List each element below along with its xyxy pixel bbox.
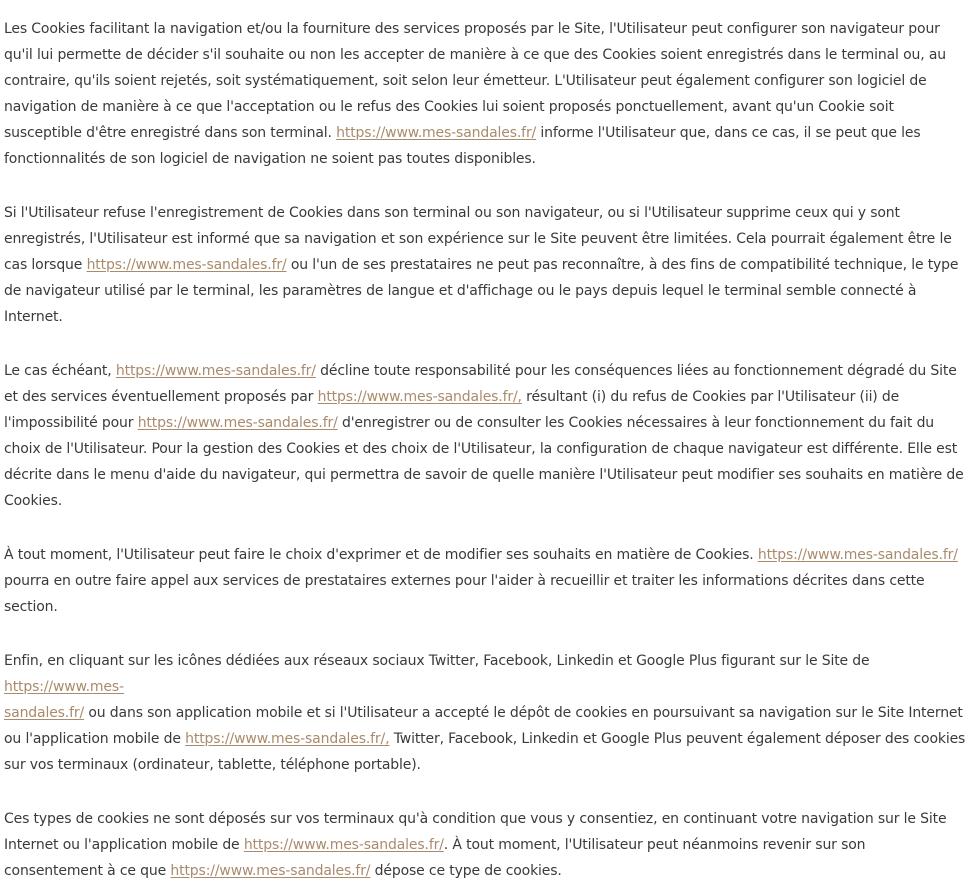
site-link[interactable]: https://www.mes-sandales.fr/, [317,389,522,405]
site-link[interactable]: https://www.mes-sandales.fr/ [336,125,537,141]
paragraph-social-networks [4,648,967,778]
paragraph-consent [4,806,967,884]
site-link-part: sandales.fr/ [4,705,85,721]
paragraph-text: Twitter, Facebook, Linkedin et Google Plus peuvent également déposer des cookies sur vos terminaux (ordinateur, tablette, téléphone portable). [4,731,966,773]
site-link-part: https://www.mes- [4,679,124,695]
paragraph-text: décline toute responsabilité pour les conséquences liées au fonctionnement dégradé du Site et des services éventuellement proposés par [4,363,957,405]
paragraph-text: Les Cookies facilitant la navigation et/ou la fourniture des services proposés par le Site, l'Utilisateur peut configurer son navigateur pour qu'il lui permette de décider s'il souhaite ou non les accepter de manière à ce que des Cookies soient enregistrés dans le terminal ou, au contraire, qu'ils soient rejetés, soit systématiquement, soit selon leur émetteur. L'Utilisateur peut également configurer son logiciel de navigation de manière à ce que l'acceptation ou le refus des Cookies lui soient proposés ponctuellement, avant qu'un Cookie soit susceptible d'être enregistré dans son terminal. [4,21,946,141]
paragraph-text: ou l'un de ses prestataires ne peut pas reconnaître, à des fins de compatibilité technique, le type de navigateur utilisé par le terminal, les paramètres de langue et d'affichage ou le pays depuis lequel le terminal semble connecté à Internet. [4,257,959,325]
site-link[interactable]: https://www.mes-sandales.fr/ [137,415,338,431]
paragraph-text: d'enregistrer ou de consulter les Cookies nécessaires à leur fonctionnement du fait du choix de l'Utilisateur. Pour la gestion des Cookies et des choix de l'Utilisateur, la configuration de chaque navigateur est différente. Elle est décrite dans le menu d'aide du navigateur, qui permettra de savoir de quelle manière l'Utilisateur peut modifier ses souhaits en matière de Cookies. [4,415,964,509]
paragraph-text: résultant (i) du refus de Cookies par l'Utilisateur (ii) de l'impossibilité pour [4,389,900,431]
paragraph-cookie-configuration [4,16,967,172]
paragraph-user-choice [4,542,967,620]
paragraph-text: Ces types de cookies ne sont déposés sur vos terminaux qu'à condition que vous y consentiez, en continuant votre navigation sur le Site Internet ou l'application mobile de [4,811,947,853]
paragraph-text: Enfin, en cliquant sur les icônes dédiées aux réseaux sociaux Twitter, Facebook, Linkedin et Google Plus figurant sur le Site de [4,653,870,669]
site-link[interactable]: https://www.mes-sandales.fr/ [170,863,371,879]
paragraph-text: Le cas échéant, [4,363,116,379]
site-link[interactable]: https://www.mes-sandales.fr/ [115,363,316,379]
site-link[interactable]: https://www.mes-sandales.fr/ [86,257,287,273]
paragraph-text: . À tout moment, l'Utilisateur peut néanmoins revenir sur son consentement à ce que [4,837,866,879]
paragraph-text: pourra en outre faire appel aux services de prestataires externes pour l'aider à recueillir et traiter les informations décrites dans cette section. [4,573,925,615]
paragraph-text: À tout moment, l'Utilisateur peut faire le choix d'exprimer et de modifier ses souhaits en matière de Cookies. [4,547,758,563]
paragraph-text: dépose ce type de cookies. [370,863,562,879]
site-link[interactable]: https://www.mes-sandales.fr/ [243,837,444,853]
paragraph-liability [4,358,967,514]
paragraph-text: Si l'Utilisateur refuse l'enregistrement de Cookies dans son terminal ou son navigateur, ou si l'Utilisateur supprime ceux qui y sont enregistrés, l'Utilisateur est informé que sa navigation et son expérience sur le Site peuvent être limitées. Cela pourrait également être le cas lorsque [4,205,952,273]
paragraph-text: ou dans son application mobile et si l'Utilisateur a accepté le dépôt de cookies en poursuivant sa navigation sur le Site Internet ou l'application mobile de [4,705,963,747]
site-link[interactable]: https://www.mes-sandales.fr/ [757,547,958,563]
site-link[interactable]: https://www.mes-sandales.fr/, [185,731,390,747]
paragraph-text: informe l'Utilisateur que, dans ce cas, il se peut que les fonctionnalités de son logiciel de navigation ne soient pas toutes disponibles. [4,125,921,167]
paragraph-cookie-refusal [4,200,967,330]
